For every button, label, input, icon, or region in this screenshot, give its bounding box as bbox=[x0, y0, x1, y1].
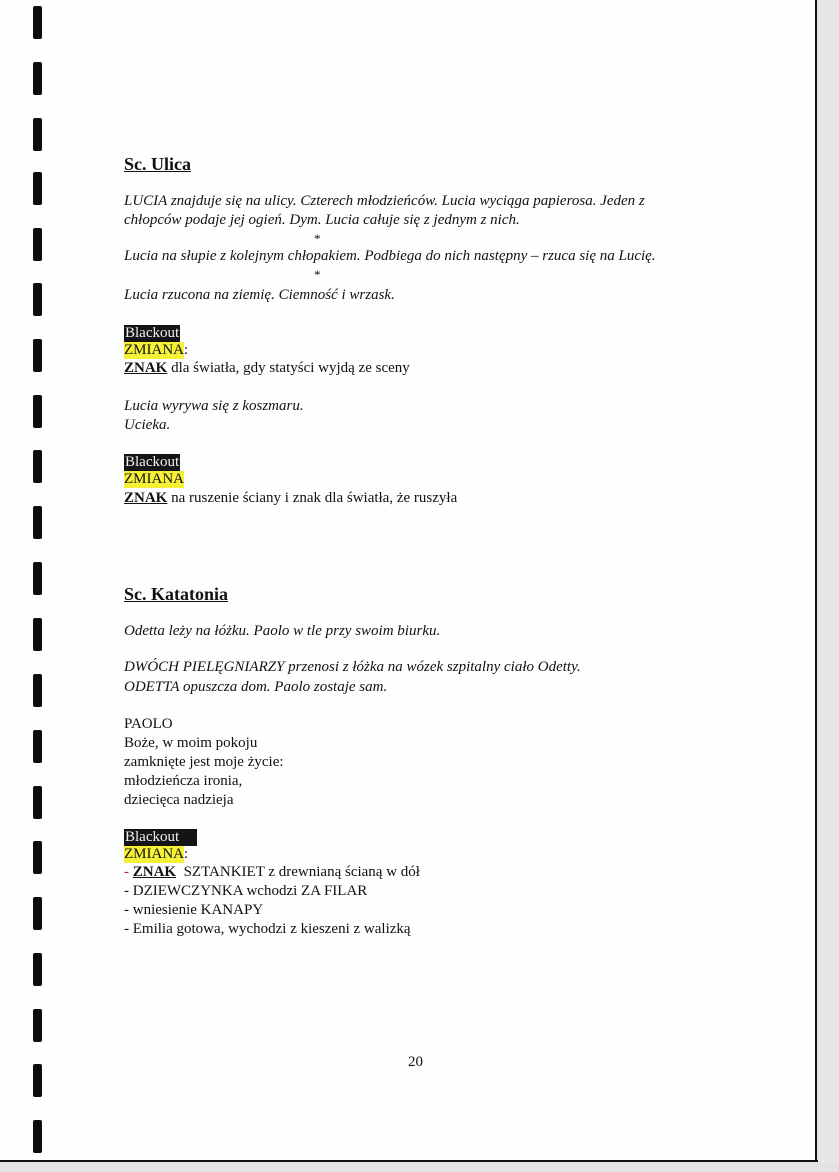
binder-hole-mark bbox=[33, 172, 42, 205]
cue-item-text: SZTANKIET z drewnianą ścianą w dół bbox=[176, 864, 420, 880]
stage-direction: LUCIA znajduje się na ulicy. Czterech młodzieńców. Lucia wyciąga papierosa. Jeden z bbox=[124, 193, 645, 209]
page-border-right bbox=[815, 0, 817, 1172]
binder-hole-mark bbox=[33, 228, 42, 261]
scene-title: Sc. Katatonia bbox=[124, 584, 229, 604]
cue-znak bbox=[124, 490, 457, 507]
blackout-label: Blackout bbox=[125, 325, 180, 341]
stage-direction: Lucia rzucona na ziemię. Ciemność i wrzask. bbox=[124, 287, 395, 303]
cue-blackout bbox=[124, 324, 180, 342]
binder-hole-mark bbox=[33, 1009, 42, 1042]
binder-hole-mark bbox=[33, 395, 42, 428]
dialogue-line: zamknięte jest moje życie: bbox=[124, 754, 284, 770]
dialogue-line: Boże, w moim pokoju bbox=[124, 735, 258, 751]
dialogue-line: młodzieńcza ironia, bbox=[124, 773, 243, 789]
stage-direction: Odetta leży na łóżku. Paolo w tle przy swoim biurku. bbox=[124, 623, 441, 639]
binder-hole-mark bbox=[33, 1120, 42, 1153]
cue-znak bbox=[124, 360, 410, 377]
dialogue-line: dziecięca nadzieja bbox=[124, 792, 234, 808]
speaker-name: PAOLO bbox=[124, 716, 173, 732]
binder-hole-mark bbox=[33, 953, 42, 986]
stage-direction: DWÓCH PIELĘGNIARZY przenosi z łóżka na wózek szpitalny ciało Odetty. bbox=[124, 659, 581, 675]
scan-edge-right bbox=[817, 0, 839, 1172]
cue-zmiana bbox=[124, 342, 188, 359]
binder-hole-mark bbox=[33, 786, 42, 819]
scene-title: Sc. Ulica bbox=[124, 154, 191, 174]
stage-direction: chłopców podaje jej ogień. Dym. Lucia całuje się z jednym z nich. bbox=[124, 212, 520, 228]
blackout-label: Blackout bbox=[124, 829, 197, 846]
binder-hole-mark bbox=[33, 897, 42, 930]
cue-list-item: - wniesienie KANAPY bbox=[124, 902, 264, 918]
blackout-label: Blackout bbox=[125, 454, 180, 470]
zmiana-highlight: ZMIANA bbox=[124, 342, 184, 358]
cue-zmiana bbox=[124, 846, 188, 863]
stage-direction: Lucia na słupie z kolejnym chłopakiem. Podbiega do nich następny – rzuca się na Lucię. bbox=[124, 248, 656, 264]
stage-direction: ODETTA opuszcza dom. Paolo zostaje sam. bbox=[124, 679, 388, 695]
cue-list-item: - Emilia gotowa, wychodzi z kieszeni z walizką bbox=[124, 921, 411, 937]
binder-hole-mark bbox=[33, 618, 42, 651]
zmiana-highlight: ZMIANA bbox=[124, 846, 184, 862]
znak-label: ZNAK bbox=[124, 360, 168, 376]
binder-hole-mark bbox=[33, 118, 42, 151]
separator-asterisk: * bbox=[314, 267, 321, 282]
cue-dash: - bbox=[124, 864, 133, 880]
binder-hole-mark bbox=[33, 562, 42, 595]
scan-edge-bottom bbox=[0, 1162, 839, 1172]
cue-list-item bbox=[124, 864, 420, 881]
zmiana-colon: : bbox=[184, 342, 189, 358]
binder-hole-mark bbox=[33, 841, 42, 874]
binder-hole-mark bbox=[33, 339, 42, 372]
binder-hole-mark bbox=[33, 506, 42, 539]
binder-hole-mark bbox=[33, 283, 42, 316]
binder-hole-mark bbox=[33, 730, 42, 763]
znak-text: dla światła, gdy statyści wyjdą ze sceny bbox=[167, 360, 410, 376]
znak-label: ZNAK bbox=[124, 490, 168, 506]
binder-hole-mark bbox=[33, 450, 42, 483]
binder-hole-mark bbox=[33, 1064, 42, 1097]
cue-blackout bbox=[124, 453, 180, 471]
binder-hole-mark bbox=[33, 62, 42, 95]
zmiana-highlight: ZMIANA bbox=[124, 471, 184, 487]
binder-hole-mark bbox=[33, 6, 42, 39]
znak-text: na ruszenie ściany i znak dla światła, że ruszyła bbox=[167, 490, 458, 506]
stage-direction: Lucia wyrywa się z koszmaru. bbox=[124, 398, 304, 414]
zmiana-colon: : bbox=[184, 846, 189, 862]
cue-zmiana bbox=[124, 471, 184, 488]
cue-blackout bbox=[124, 828, 197, 846]
cue-list-item: - DZIEWCZYNKA wchodzi ZA FILAR bbox=[124, 883, 368, 899]
page-border-bottom bbox=[0, 1160, 818, 1162]
stage-direction: Ucieka. bbox=[124, 417, 171, 433]
page-number: 20 bbox=[408, 1054, 423, 1070]
binder-hole-mark bbox=[33, 674, 42, 707]
separator-asterisk: * bbox=[314, 231, 321, 246]
znak-label: ZNAK bbox=[132, 864, 177, 880]
